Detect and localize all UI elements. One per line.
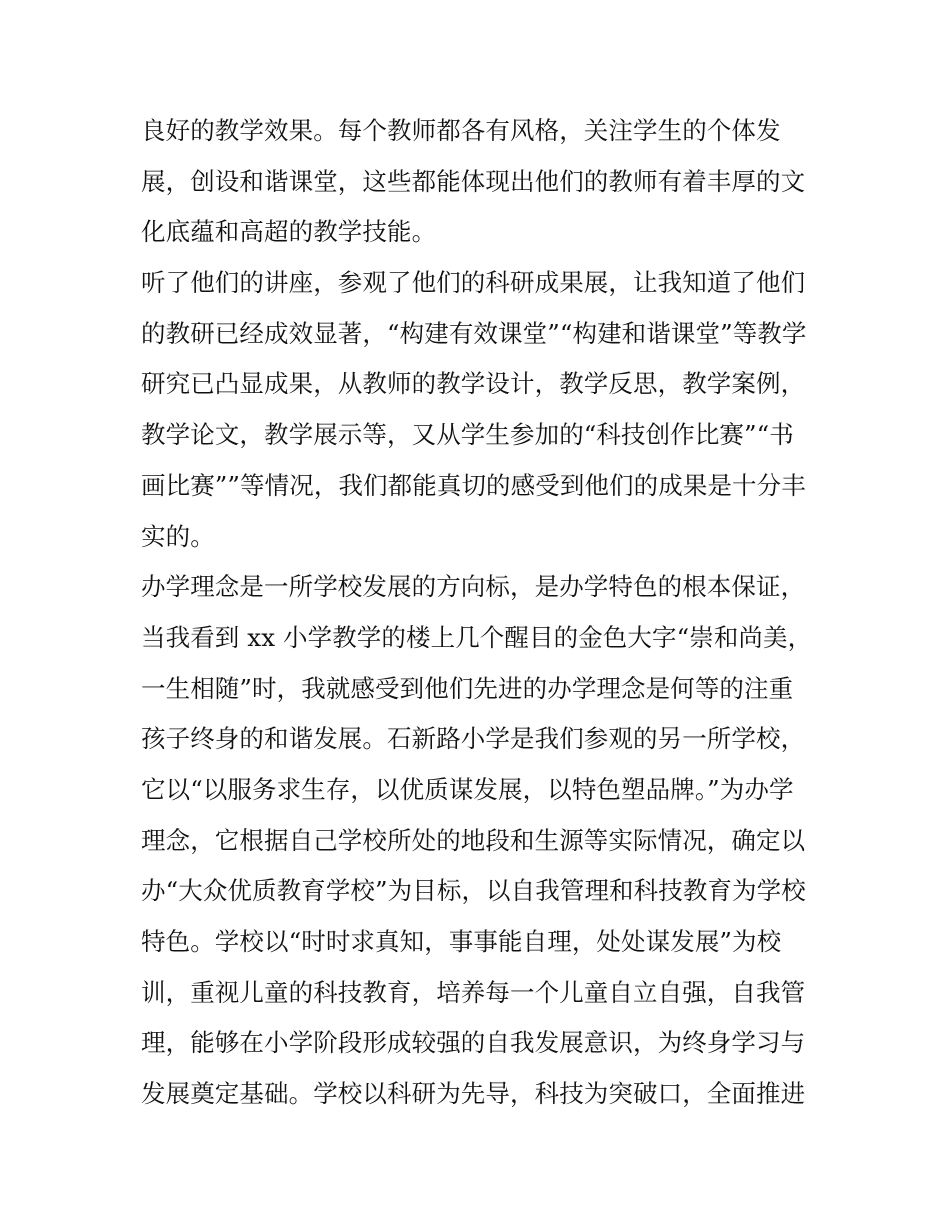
body-text <box>141 112 821 1126</box>
text-line: 它以“以服务求生存，以优质谋发展，以特色塑品牌。”为办学 <box>141 774 794 804</box>
text-line: 教学论文，教学展示等，又从学生参加的“科技创作比赛”“书 <box>141 420 794 450</box>
text-line: 良好的教学效果。每个教师都各有风格，关注学生的个体发 <box>141 116 781 145</box>
text-line: 实的。 <box>141 521 215 551</box>
text-line: 特色。学校以“时时求真知，事事能自理，处处谋发展”为校 <box>141 927 782 956</box>
text-line: 当我看到 xx 小学教学的楼上几个醒目的金色大字“崇和尚美， <box>141 622 813 652</box>
text-line: 训，重视儿童的科技教育，培养每一个儿童自立自强，自我管 <box>141 977 806 1007</box>
text-line: 化底蕴和高超的教学技能。 <box>141 217 437 247</box>
text-line: 听了他们的讲座，参观了他们的科研成果展，让我知道了他们 <box>141 268 806 298</box>
text-line: 办学理念是一所学校发展的方向标，是办学特色的根本保证， <box>141 572 806 602</box>
text-line: 研究已凸显成果，从教师的教学设计，教学反思，教学案例， <box>141 369 806 399</box>
text-line: 画比赛””等情况，我们都能真切的感受到他们的成果是十分丰 <box>141 470 806 500</box>
text-line: 孩子终身的和谐发展。石新路小学是我们参观的另一所学校， <box>141 724 806 754</box>
text-line: 发展奠定基础。学校以科研为先导，科技为突破口，全面推进 <box>141 1079 806 1109</box>
text-line: 办“大众优质教育学校”为目标，以自我管理和科技教育为学校 <box>141 876 806 906</box>
text-line: 理，能够在小学阶段形成较强的自我发展意识，为终身学习与 <box>141 1028 806 1058</box>
text-line: 的教研已经成效显著，“构建有效课堂”“构建和谐课堂”等教学 <box>141 318 807 348</box>
text-line: 理念，它根据自己学校所处的地段和生源等实际情况，确定以 <box>141 825 806 855</box>
text-line: 展，创设和谐课堂，这些都能体现出他们的教师有着丰厚的文 <box>141 166 806 196</box>
text-line: 一生相随”时，我就感受到他们先进的办学理念是何等的注重 <box>141 673 794 703</box>
